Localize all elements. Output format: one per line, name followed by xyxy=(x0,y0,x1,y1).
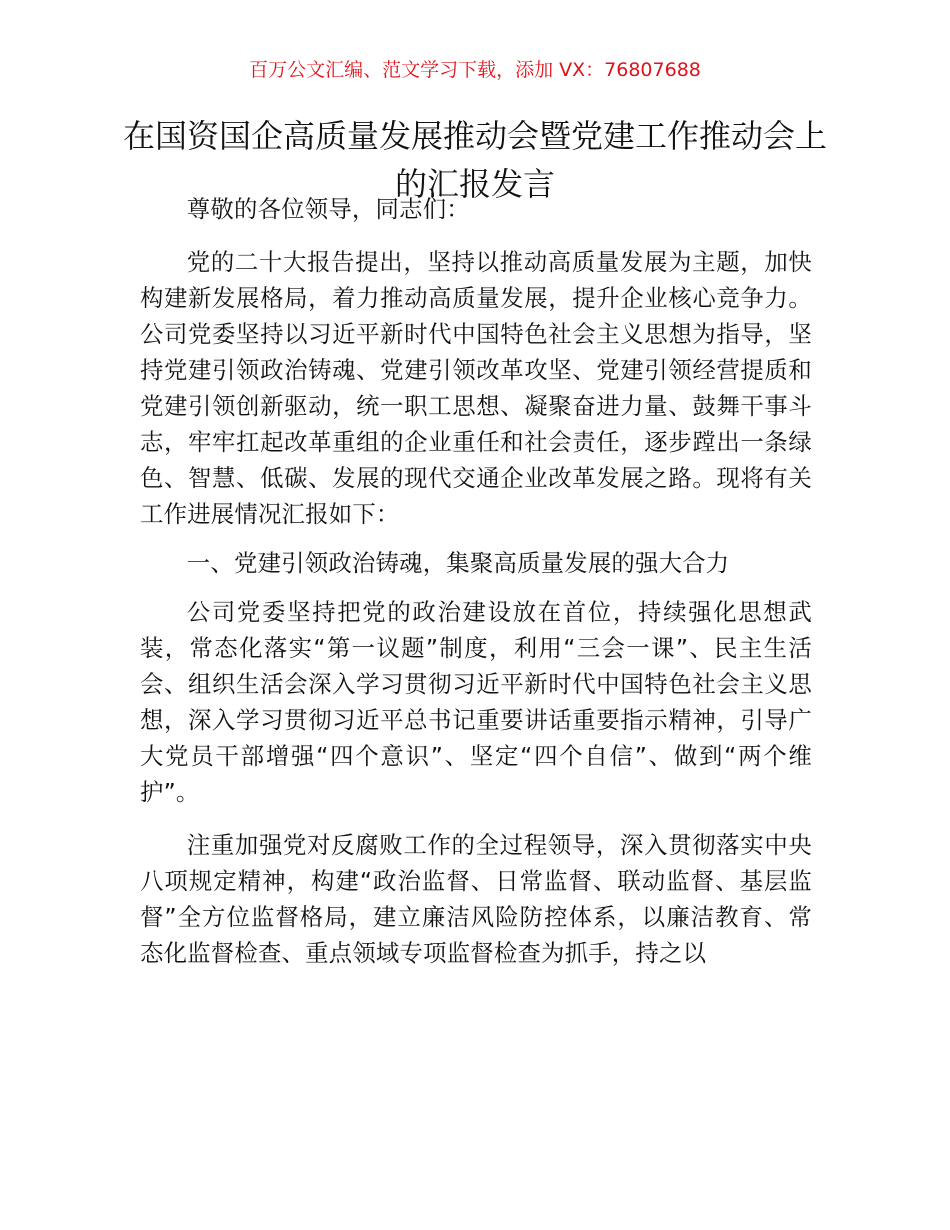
document-body xyxy=(140,191,812,971)
paragraph-political: 公司党委坚持把党的政治建设放在首位，持续强化思想武装，常态化落实“第一议题”制度，利用“三会一课”、民主生活会、组织生活会深入学习贯彻习近平新时代中国特色社会主义思想，深入学习贯彻习近平总书记重要讲话重要指示精神，引导广大党员干部增强“四个意识”、坚定“四个自信”、做到“两个维护”。 xyxy=(140,598,812,806)
greeting: 尊敬的各位领导，同志们： xyxy=(186,195,470,223)
document-title: 在国资国企高质量发展推动会暨党建工作推动会上的汇报发言 xyxy=(122,117,827,203)
section-heading: 一、党建引领政治铸魂，集聚高质量发展的强大合力 xyxy=(186,549,730,577)
watermark-banner: 百万公文汇编、范文学习下载，添加 VX：76807688 xyxy=(249,59,701,81)
paragraph-anticorruption: 注重加强党对反腐败工作的全过程领导，深入贯彻落实中央八项规定精神，构建“政治监督、日常监督、联动监督、基层监督”全方位监督格局，建立廉洁风险防控体系，以廉洁教育、常态化监督检查、重点领域专项监督检查为抓手，持之以 xyxy=(140,831,812,967)
paragraph-intro: 党的二十大报告提出，坚持以推动高质量发展为主题，加快构建新发展格局，着力推动高质量发展，提升企业核心竞争力。公司党委坚持以习近平新时代中国特色社会主义思想为指导，坚持党建引领政治铸魂、党建引领改革攻坚、党建引领经营提质和党建引领创新驱动，统一职工思想、凝聚奋进力量、鼓舞干事斗志，牢牢扛起改革重组的企业重任和社会责任，逐步蹚出一条绿色、智慧、低碳、发展的现代交通企业改革发展之路。现将有关工作进展情况汇报如下： xyxy=(140,248,812,528)
